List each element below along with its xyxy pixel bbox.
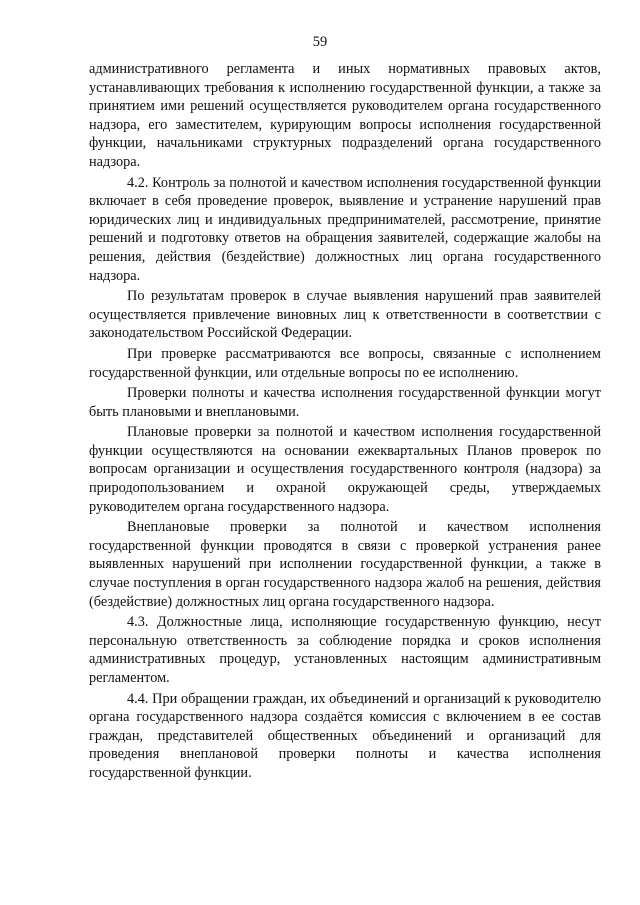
page-number: 59: [312, 34, 328, 50]
paragraph-4-2: 4.2. Контроль за полнотой и качеством исполнения государственной функции включает в себя проведение проверок, выявление и устранение нарушений прав юридических лиц и индивидуальных предпринимателей, рассмотрение, принятие решений и подготовку ответов на обращения заявителей, содержащие жалобы на решения, действия (бездействие) должностных лиц органа государственного надзора.: [89, 174, 601, 284]
paragraph-inspection-types: Проверки полноты и качества исполнения государственной функции могут быть плановыми и внеплановыми.: [89, 385, 601, 420]
paragraph-4-4: 4.4. При обращении граждан, их объединений и организаций к руководителю органа государственного надзора создаётся комиссия с включением в ее состав граждан, представителей общественных объединений и организаций для проведения внеплановой проверки полноты и качества исполнения государственной функции.: [89, 690, 601, 781]
paragraph-unplanned-inspections: Внеплановые проверки за полнотой и качеством исполнения государственной функции проводятся в связи с проверкой устранения ранее выявленных нарушений при исполнении государственной функции, а также в случае поступления в орган государственного надзора жалоб на решения, действия (бездействие) должностных лиц органа государственного надзора.: [89, 519, 601, 610]
paragraph-continuation: административного регламента и иных нормативных правовых актов, устанавливающих требования к исполнению государственной функции, а также за принятием ими решений осуществляется руководителем органа государственного надзора, его заместителем, курирующим вопросы исполнения государственной функции, начальниками структурных подразделений органа государственного надзора.: [89, 61, 601, 170]
document-body: [89, 60, 601, 785]
paragraph-planned-inspections: Плановые проверки за полнотой и качеством исполнения государственной функции осуществляются на основании ежеквартальных Планов проверок по вопросам организации и осуществления государственного контроля (надзора) за природопользованием и охраной окружающей среды, утверждаемых руководителем органа государственного надзора.: [89, 424, 601, 515]
paragraph-inspection-scope: При проверке рассматриваются все вопросы, связанные с исполнением государственной функции, или отдельные вопросы по ее исполнению.: [89, 345, 601, 381]
paragraph-inspection-results: По результатам проверок в случае выявления нарушений прав заявителей осуществляется привлечение виновных лиц к ответственности в соответствии с законодательством Российской Федерации.: [89, 288, 601, 342]
paragraph-4-3: 4.3. Должностные лица, исполняющие государственную функцию, несут персональную ответственность за соблюдение порядка и сроков исполнения административных процедур, установленных настоящим административным регламентом.: [89, 614, 601, 686]
